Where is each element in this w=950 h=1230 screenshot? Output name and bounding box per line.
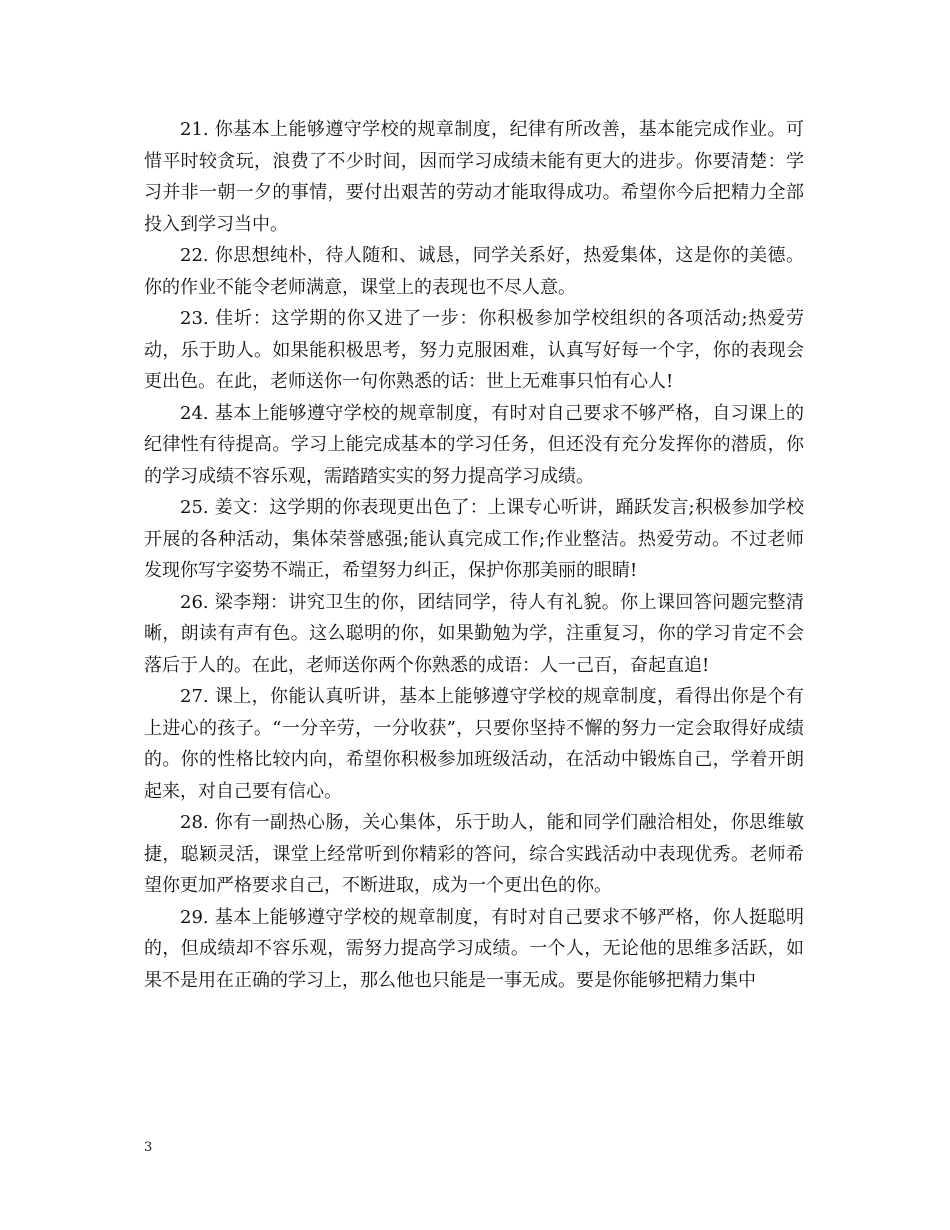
paragraph-29: 29. 基本上能够遵守学校的规章制度，有时对自己要求不够严格，你人挺聪明的，但成绩却不容乐观，需努力提高学习成绩。一个人，无论他的思维多活跃，如果不是用在正确的学习上，那么他也只能是一事无成。要是你能够把精力集中 <box>144 906 804 991</box>
paragraph-24: 24. 基本上能够遵守学校的规章制度，有时对自己要求不够严格，自习课上的纪律性有待提高。学习上能完成基本的学习任务，但还没有充分发挥你的潜质，你的学习成绩不容乐观，需踏踏实实的努力提高学习成绩。 <box>144 402 804 487</box>
page-number: 3 <box>144 1140 153 1155</box>
paragraph-28: 28. 你有一副热心肠，关心集体，乐于助人，能和同学们融洽相处，你思维敏捷，聪颖灵活，课堂上经常听到你精彩的答问，综合实践活动中表现优秀。老师希望你更加严格要求自己，不断进取，成为一个更出色的你。 <box>144 812 804 896</box>
paragraph-27: 27. 课上，你能认真听讲，基本上能够遵守学校的规章制度，看得出你是个有上进心的孩子。“一分辛劳，一分收获”，只要你坚持不懈的努力一定会取得好成绩的。你的性格比较内向，希望你积极参加班级活动，在活动中锻炼自己，学着开朗起来，对自己要有信心。 <box>144 686 804 802</box>
paragraph-26: 26. 梁李翔：讲究卫生的你，团结同学，待人有礼貌。你上课回答问题完整清晰，朗读有声有色。这么聪明的你，如果勤勉为学，注重复习，你的学习肯定不会落后于人的。在此，老师送你两个你熟悉的成语：人一己百，奋起直追! <box>144 591 804 676</box>
paragraph-22: 22. 你思想纯朴，待人随和、诚恳，同学关系好，热爱集体，这是你的美德。你的作业不能令老师满意，课堂上的表现也不尽人意。 <box>144 245 804 298</box>
paragraph-25: 25. 姜文：这学期的你表现更出色了：上课专心听讲，踊跃发言;积极参加学校开展的各种活动，集体荣誉感强;能认真完成工作;作业整洁。热爱劳动。不过老师发现你写字姿势不端正，希望努力纠正，保护你那美丽的眼睛! <box>144 497 804 581</box>
paragraph-23: 23. 佳圻：这学期的你又进了一步：你积极参加学校组织的各项活动;热爱劳动，乐于助人。如果能积极思考，努力克服困难，认真写好每一个字，你的表现会更出色。在此，老师送你一句你熟悉的话：世上无难事只怕有心人! <box>144 308 804 392</box>
document-body <box>144 114 804 996</box>
paragraph-21: 21. 你基本上能够遵守学校的规章制度，纪律有所改善，基本能完成作业。可惜平时较贪玩，浪费了不少时间，因而学习成绩未能有更大的进步。你要清楚：学习并非一朝一夕的事情，要付出艰苦的劳动才能取得成功。希望你今后把精力全部投入到学习当中。 <box>144 119 804 235</box>
